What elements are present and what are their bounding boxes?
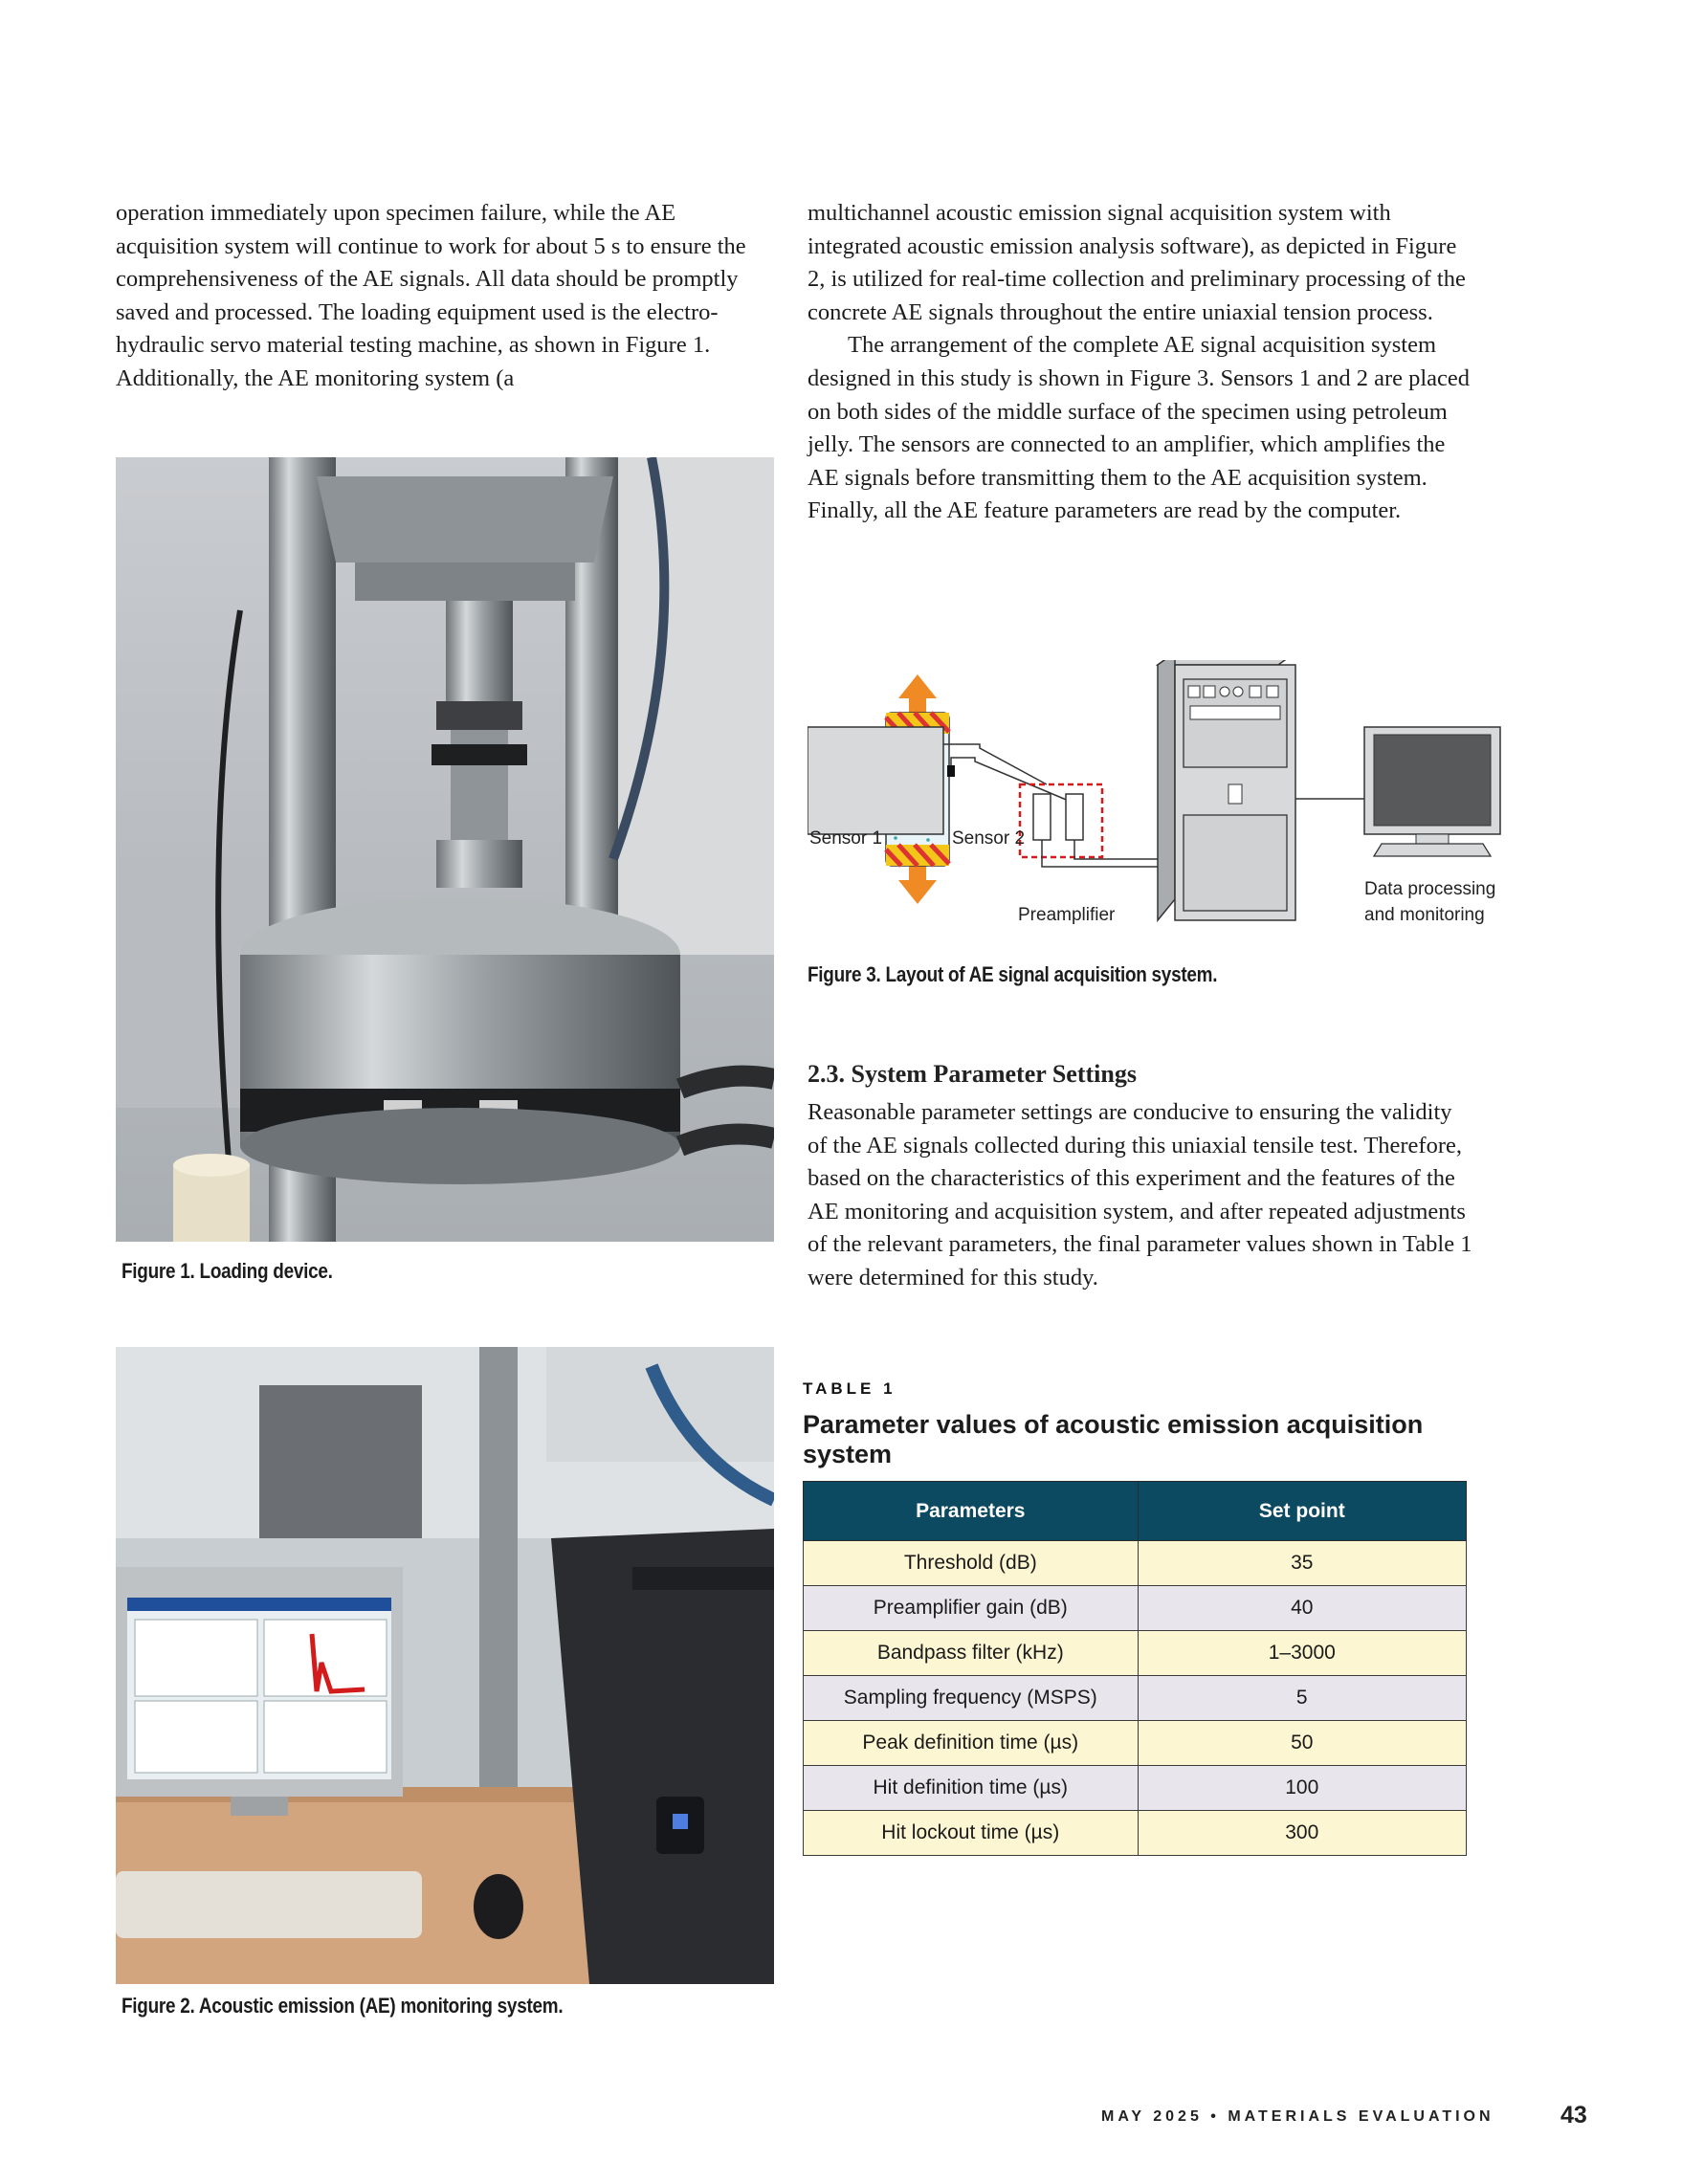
table-cell-parameter: Hit definition time (µs): [804, 1766, 1139, 1811]
data-processing-label-line-2: and monitoring: [1364, 905, 1485, 925]
figure-3-caption: Figure 3. Layout of AE signal acquisition system.: [808, 962, 1218, 986]
left-column-paragraph: [116, 197, 776, 396]
table-cell-value: 35: [1138, 1541, 1466, 1586]
data-processing-label-line-1: Data processing: [1364, 879, 1496, 899]
table-cell-parameter: Sampling frequency (MSPS): [804, 1676, 1139, 1721]
figure-1-caption: Figure 1. Loading device.: [122, 1259, 333, 1283]
table-label: TABLE 1: [803, 1379, 896, 1398]
table-cell-value: 1–3000: [1138, 1631, 1466, 1676]
section-heading: 2.3. System Parameter Settings: [808, 1060, 1137, 1088]
header-set-point: Set point: [1138, 1482, 1466, 1541]
page-number: 43: [1560, 2102, 1587, 2129]
table-row: [804, 1586, 1467, 1631]
right-paragraph-1: multichannel acoustic emission signal acquisition system with integrated acoustic emission analysis software), as depicted in Figure 2, is utilized for real-time collection and preliminary processing of the concrete AE signals throughout the entire uniaxial tension process.: [808, 200, 1466, 325]
table-cell-value: 50: [1138, 1721, 1466, 1766]
table-row: [804, 1631, 1467, 1676]
section-paragraph-text: Reasonable parameter settings are conducive to ensuring the validity of the AE signals collected during this uniaxial tensile test. Therefore, based on the characteristics of this experiment and the features of the AE monitoring and acquisition system, and after repeated adjustments of the relevant parameters, the final parameter values shown in Table 1 were determined for this study.: [808, 1099, 1472, 1291]
table-row: [804, 1766, 1467, 1811]
right-column-text: [808, 197, 1477, 528]
table-cell-value: 5: [1138, 1676, 1466, 1721]
figure-2-photo: [116, 1347, 774, 1984]
table-title: Parameter values of acoustic emission acquisition system: [803, 1410, 1424, 1468]
preamplifier-label: Preamplifier: [1018, 905, 1116, 925]
table-header-row: [804, 1482, 1467, 1541]
table-row: [804, 1541, 1467, 1586]
table-cell-value: 100: [1138, 1766, 1466, 1811]
parameter-table: [803, 1481, 1467, 1856]
table-cell-parameter: Bandpass filter (kHz): [804, 1631, 1139, 1676]
figure-3-diagram: [808, 660, 1506, 947]
computer-tower-icon: [1158, 660, 1295, 920]
loading-device-illustration: [116, 457, 774, 1242]
table-cell-parameter: Hit lockout time (µs): [804, 1811, 1139, 1856]
sensor-1-label: Sensor 1: [809, 828, 883, 849]
table-row: [804, 1721, 1467, 1766]
ae-monitoring-system-illustration: [116, 1347, 774, 1984]
table-row: [804, 1811, 1467, 1856]
figure-1-photo: [116, 457, 774, 1242]
preamplifier-box: [1020, 784, 1102, 857]
table-cell-parameter: Threshold (dB): [804, 1541, 1139, 1586]
table-cell-value: 40: [1138, 1586, 1466, 1631]
left-paragraph-1: operation immediately upon specimen failure, while the AE acquisition system will continue to work for about 5 s to ensure the comprehensiveness of the AE signals. All data should be promptly saved and processed. The loading equipment used is the electro-hydraulic servo material testing machine, as shown in Figure 1. Additionally, the AE monitoring system (a: [116, 200, 746, 391]
table-row: [804, 1676, 1467, 1721]
sensor-2-label: Sensor 2: [952, 828, 1026, 849]
header-parameters: Parameters: [804, 1482, 1139, 1541]
table-cell-parameter: Peak definition time (µs): [804, 1721, 1139, 1766]
table-cell-value: 300: [1138, 1811, 1466, 1856]
right-paragraph-2: The arrangement of the complete AE signal acquisition system designed in this study is shown in Figure 3. Sensors 1 and 2 are placed on both sides of the middle surface of the specimen using petroleum jelly. The sensors are connected to an amplifier, which amplifies the AE signals before transmitting them to the AE acquisition system. Finally, all the AE feature parameters are read by the computer.: [808, 332, 1471, 524]
section-paragraph: [808, 1096, 1477, 1295]
figure-2-caption: Figure 2. Acoustic emission (AE) monitoring system.: [122, 1994, 564, 2018]
footer-journal-line: MAY 2025 • MATERIALS EVALUATION: [1101, 2108, 1494, 2125]
table-cell-parameter: Preamplifier gain (dB): [804, 1586, 1139, 1631]
